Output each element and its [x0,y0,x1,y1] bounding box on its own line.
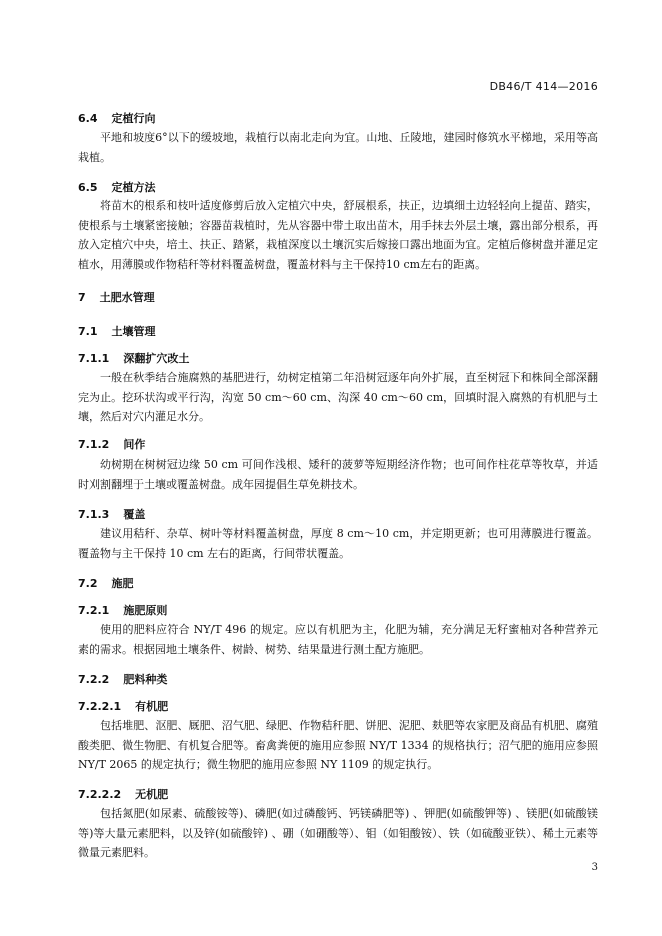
section-title: 深翻扩穴改土 [123,352,190,365]
paragraph-7-1-3: 建议用秸秆、杂草、树叶等材料覆盖树盘，厚度 8 cm～10 cm，并定期更新；也可用薄膜进行覆盖。覆盖物与主干保持 10 cm 左右的距离，行间带状覆盖。 [78,527,598,560]
section-heading-7-2-1 [78,602,167,618]
section-title: 间作 [123,438,146,451]
section-title: 定植行向 [111,112,156,125]
section-heading-7-1-2 [78,436,145,452]
section-title: 施肥原则 [123,604,168,617]
section-title: 有机肥 [135,700,169,713]
section-heading-7 [78,289,155,305]
section-title: 覆盖 [123,508,146,521]
section-title: 施肥 [111,577,134,590]
section-number: 7.2.2.2 [78,788,122,801]
section-number: 7.2.2 [78,673,110,686]
section-number: 6.4 [78,112,98,125]
paragraph-6-4: 平地和坡度6°以下的缓坡地，栽植行以南北走向为宜。山地、丘陵地，建园时修筑水平梯地，采用等高栽植。 [78,131,598,164]
section-heading-6-5 [78,179,156,195]
paragraph-7-1-2: 幼树期在树树冠边缘 50 cm 可间作浅根、矮秆的菠萝等短期经济作物；也可间作柱花草等牧草，并适时刈割翻埋于土壤或覆盖树盘。成年园提倡生草免耕技术。 [78,458,598,491]
paragraph-7-1-1: 一般在秋季结合施腐熟的基肥进行，幼树定植第二年沿树冠逐年向外扩展，直至树冠下和株间全部深翻完为止。挖环状沟或平行沟，沟宽 50 cm～60 cm、沟深 40 cm～60 cm，回填时混入腐熟的有机肥与土壤，然后对穴内灌足水分。 [78,371,598,423]
section-heading-7-2-2 [78,671,167,687]
section-number: 7.2.1 [78,604,110,617]
section-title: 无机肥 [135,788,169,801]
section-number: 7.1.2 [78,438,110,451]
section-title: 土肥水管理 [99,291,155,304]
document-code: DB46/T 414—2016 [489,80,598,93]
section-heading-7-1-3 [78,506,145,522]
section-heading-7-1-1 [78,350,189,366]
section-title: 肥料种类 [123,673,168,686]
section-heading-6-4 [78,110,156,126]
section-title: 土壤管理 [111,325,156,338]
section-heading-7-2 [78,575,134,591]
section-number: 7.1.3 [78,508,110,521]
paragraph-7-2-2-2: 包括氮肥(如尿素、硫酸铵等)、磷肥(如过磷酸钙、钙镁磷肥等) 、钾肥(如硫酸钾等) 、镁肥(如硫酸镁等)等大量元素肥料，以及锌(如硫酸锌) 、硼（如硼酸等）、钼（如钼酸铵）、铁（如硫酸亚铁）、稀土元素等微量元素肥料。 [78,807,598,859]
section-title: 定植方法 [111,181,156,194]
section-number: 6.5 [78,181,98,194]
section-number: 7.1 [78,325,98,338]
paragraph-7-2-2-1: 包括堆肥、沤肥、厩肥、沼气肥、绿肥、作物秸秆肥、饼肥、泥肥、麸肥等农家肥及商品有机肥、腐殖酸类肥、微生物肥、有机复合肥等。畜禽粪便的施用应参照 NY/T 1334 的规格执行；沼气肥的施用应参照 NY/T 2065 的规定执行；微生物肥的施用应参照 NY 1109 的规定执行。 [78,719,598,771]
section-number: 7.2 [78,577,98,590]
section-number: 7.2.2.1 [78,700,122,713]
paragraph-7-2-1: 使用的肥料应符合 NY/T 496 的规定。应以有机肥为主，化肥为辅，充分满足无籽蜜柚对各种营养元素的需求。根据园地土壤条件、树龄、树势、结果量进行测土配方施肥。 [78,623,598,656]
paragraph-6-5: 将苗木的根系和枝叶适度修剪后放入定植穴中央，舒展根系，扶正，边填细土边轻轻向上提苗、踏实，使根系与土壤紧密接触；容器苗栽植时，先从容器中带土取出苗木，用手抹去外层土壤，露出部分根系，再放入定植穴中央，培土、扶正、踏紧，栽植深度以土壤沉实后嫁接口露出地面为宜。定植后修树盘并灌足定植水，用薄膜或作物秸秆等材料覆盖树盘，覆盖材料与主干保持10 cm左右的距离。 [78,199,598,271]
section-heading-7-2-2-2 [78,786,168,802]
section-number: 7.1.1 [78,352,110,365]
section-number: 7 [78,291,86,304]
page-number: 3 [591,862,598,873]
section-heading-7-1 [78,323,156,339]
section-heading-7-2-2-1 [78,698,168,714]
